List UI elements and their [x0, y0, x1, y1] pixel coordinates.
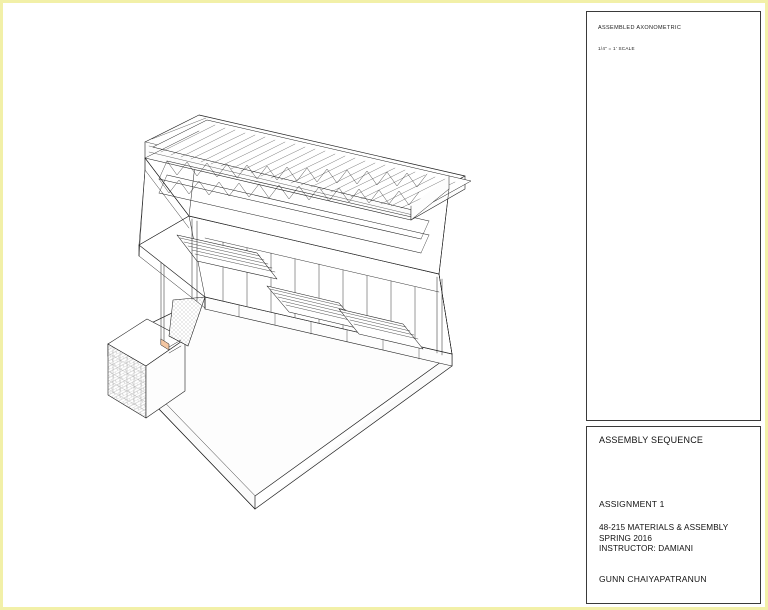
term-label: SPRING 2016: [599, 533, 652, 543]
assembled-axonometric-drawing: [9, 9, 579, 607]
axonometric-panel-title: ASSEMBLED AXONOMETRIC: [598, 25, 682, 31]
assembly-sequence-title: ASSEMBLY SEQUENCE: [599, 435, 704, 445]
axonometric-title-panel: [586, 11, 761, 421]
course-block: [599, 523, 728, 555]
course-label: 48-215 MATERIALS & ASSEMBLY: [599, 523, 729, 532]
instructor-label: INSTRUCTOR: DAMIANI: [599, 544, 694, 553]
author-label: GUNN CHAIYAPATRANUN: [599, 574, 707, 584]
axonometric-panel-scale: 1/4" = 1' SCALE: [598, 46, 635, 51]
assignment-label: ASSIGNMENT 1: [599, 499, 665, 509]
info-title-panel: [586, 426, 761, 604]
